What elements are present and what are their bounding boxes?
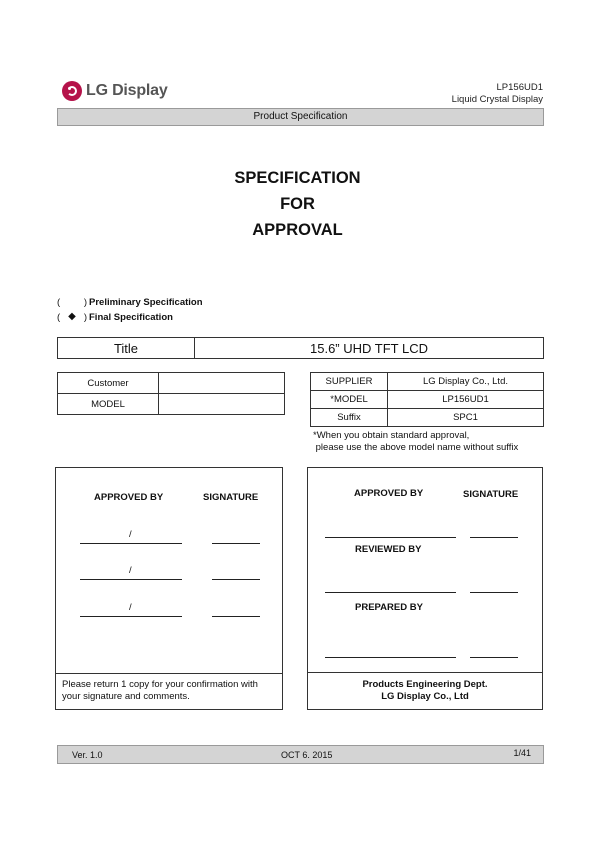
supplier-value: LG Display Co., Ltd. xyxy=(388,373,544,391)
approved-by-label: APPROVED BY xyxy=(354,488,424,499)
header-product-type: Liquid Crystal Display xyxy=(451,94,543,105)
reviewed-line xyxy=(325,592,456,593)
main-title-line-3: APPROVAL xyxy=(252,221,343,239)
footer-date: OCT 6. 2015 xyxy=(281,750,333,760)
lg-display-logo xyxy=(62,81,168,101)
supplier-table xyxy=(310,372,544,427)
model-value xyxy=(159,394,285,415)
approved-by-label: APPROVED BY xyxy=(94,492,164,503)
supplier-note xyxy=(313,430,518,454)
option-preliminary: ( ) Preliminary Specification xyxy=(57,297,203,308)
title-table xyxy=(57,337,544,359)
right-box-divider xyxy=(308,672,542,673)
slash-2: / xyxy=(129,565,132,576)
approved-signature-line xyxy=(470,537,518,538)
dept-line-2: LG Display Co., Ltd xyxy=(381,691,469,702)
main-title-line-2: FOR xyxy=(280,195,315,213)
approver-line-1 xyxy=(80,543,182,544)
signature-label: SIGNATURE xyxy=(203,492,259,503)
dept-block xyxy=(308,679,542,703)
header-model: LP156UD1 xyxy=(496,82,543,93)
approver-line-3 xyxy=(80,616,182,617)
slash-1: / xyxy=(129,529,132,540)
title-value: 15.6” UHD TFT LCD xyxy=(195,338,544,359)
prepared-line xyxy=(325,657,456,658)
dept-line-1: Products Engineering Dept. xyxy=(362,679,488,690)
signature-line-1 xyxy=(212,543,260,544)
suffix-label: Suffix xyxy=(311,409,388,427)
signature-line-3 xyxy=(212,616,260,617)
logo-text: LG Display xyxy=(86,82,168,99)
model-label: MODEL xyxy=(58,394,159,415)
reviewed-by-label: REVIEWED BY xyxy=(355,544,422,555)
suffix-value: SPC1 xyxy=(388,409,544,427)
customer-table xyxy=(57,372,285,415)
reviewed-signature-line xyxy=(470,592,518,593)
slash-3: / xyxy=(129,602,132,613)
option-final: ( ◆ ) Final Specification xyxy=(57,311,173,323)
approved-line xyxy=(325,537,456,538)
main-title-line-1: SPECIFICATION xyxy=(234,169,361,187)
signature-label: SIGNATURE xyxy=(463,489,519,500)
prepared-by-label: PREPARED BY xyxy=(355,602,423,613)
supplier-model-value: LP156UD1 xyxy=(388,391,544,409)
diamond-icon: ◆ xyxy=(68,311,76,322)
customer-label: Customer xyxy=(58,373,159,394)
product-spec-bar: Product Specification xyxy=(57,108,544,126)
footer-version: Ver. 1.0 xyxy=(72,750,103,760)
return-note-line-2: your signature and comments. xyxy=(62,691,190,702)
footer-bar xyxy=(57,745,544,764)
prepared-signature-line xyxy=(470,657,518,658)
header-right xyxy=(452,82,543,106)
customer-value xyxy=(159,373,285,394)
supplier-label: SUPPLIER xyxy=(311,373,388,391)
option-label: Final Specification xyxy=(89,312,173,323)
signature-line-2 xyxy=(212,579,260,580)
title-label: Title xyxy=(58,338,195,359)
return-note-line-1: Please return 1 copy for your confirmation with xyxy=(62,679,258,690)
customer-approval-box xyxy=(55,467,283,710)
supplier-note-line-2: please use the above model name without suffix xyxy=(313,442,519,453)
return-note xyxy=(62,679,258,703)
footer-page: 1/41 xyxy=(513,748,531,758)
lg-logo-icon xyxy=(62,81,82,101)
supplier-model-label: *MODEL xyxy=(311,391,388,409)
left-box-divider xyxy=(56,673,282,674)
option-label: Preliminary Specification xyxy=(89,297,203,308)
supplier-note-line-1: *When you obtain standard approval, xyxy=(313,430,470,441)
supplier-approval-box xyxy=(307,467,543,710)
approver-line-2 xyxy=(80,579,182,580)
